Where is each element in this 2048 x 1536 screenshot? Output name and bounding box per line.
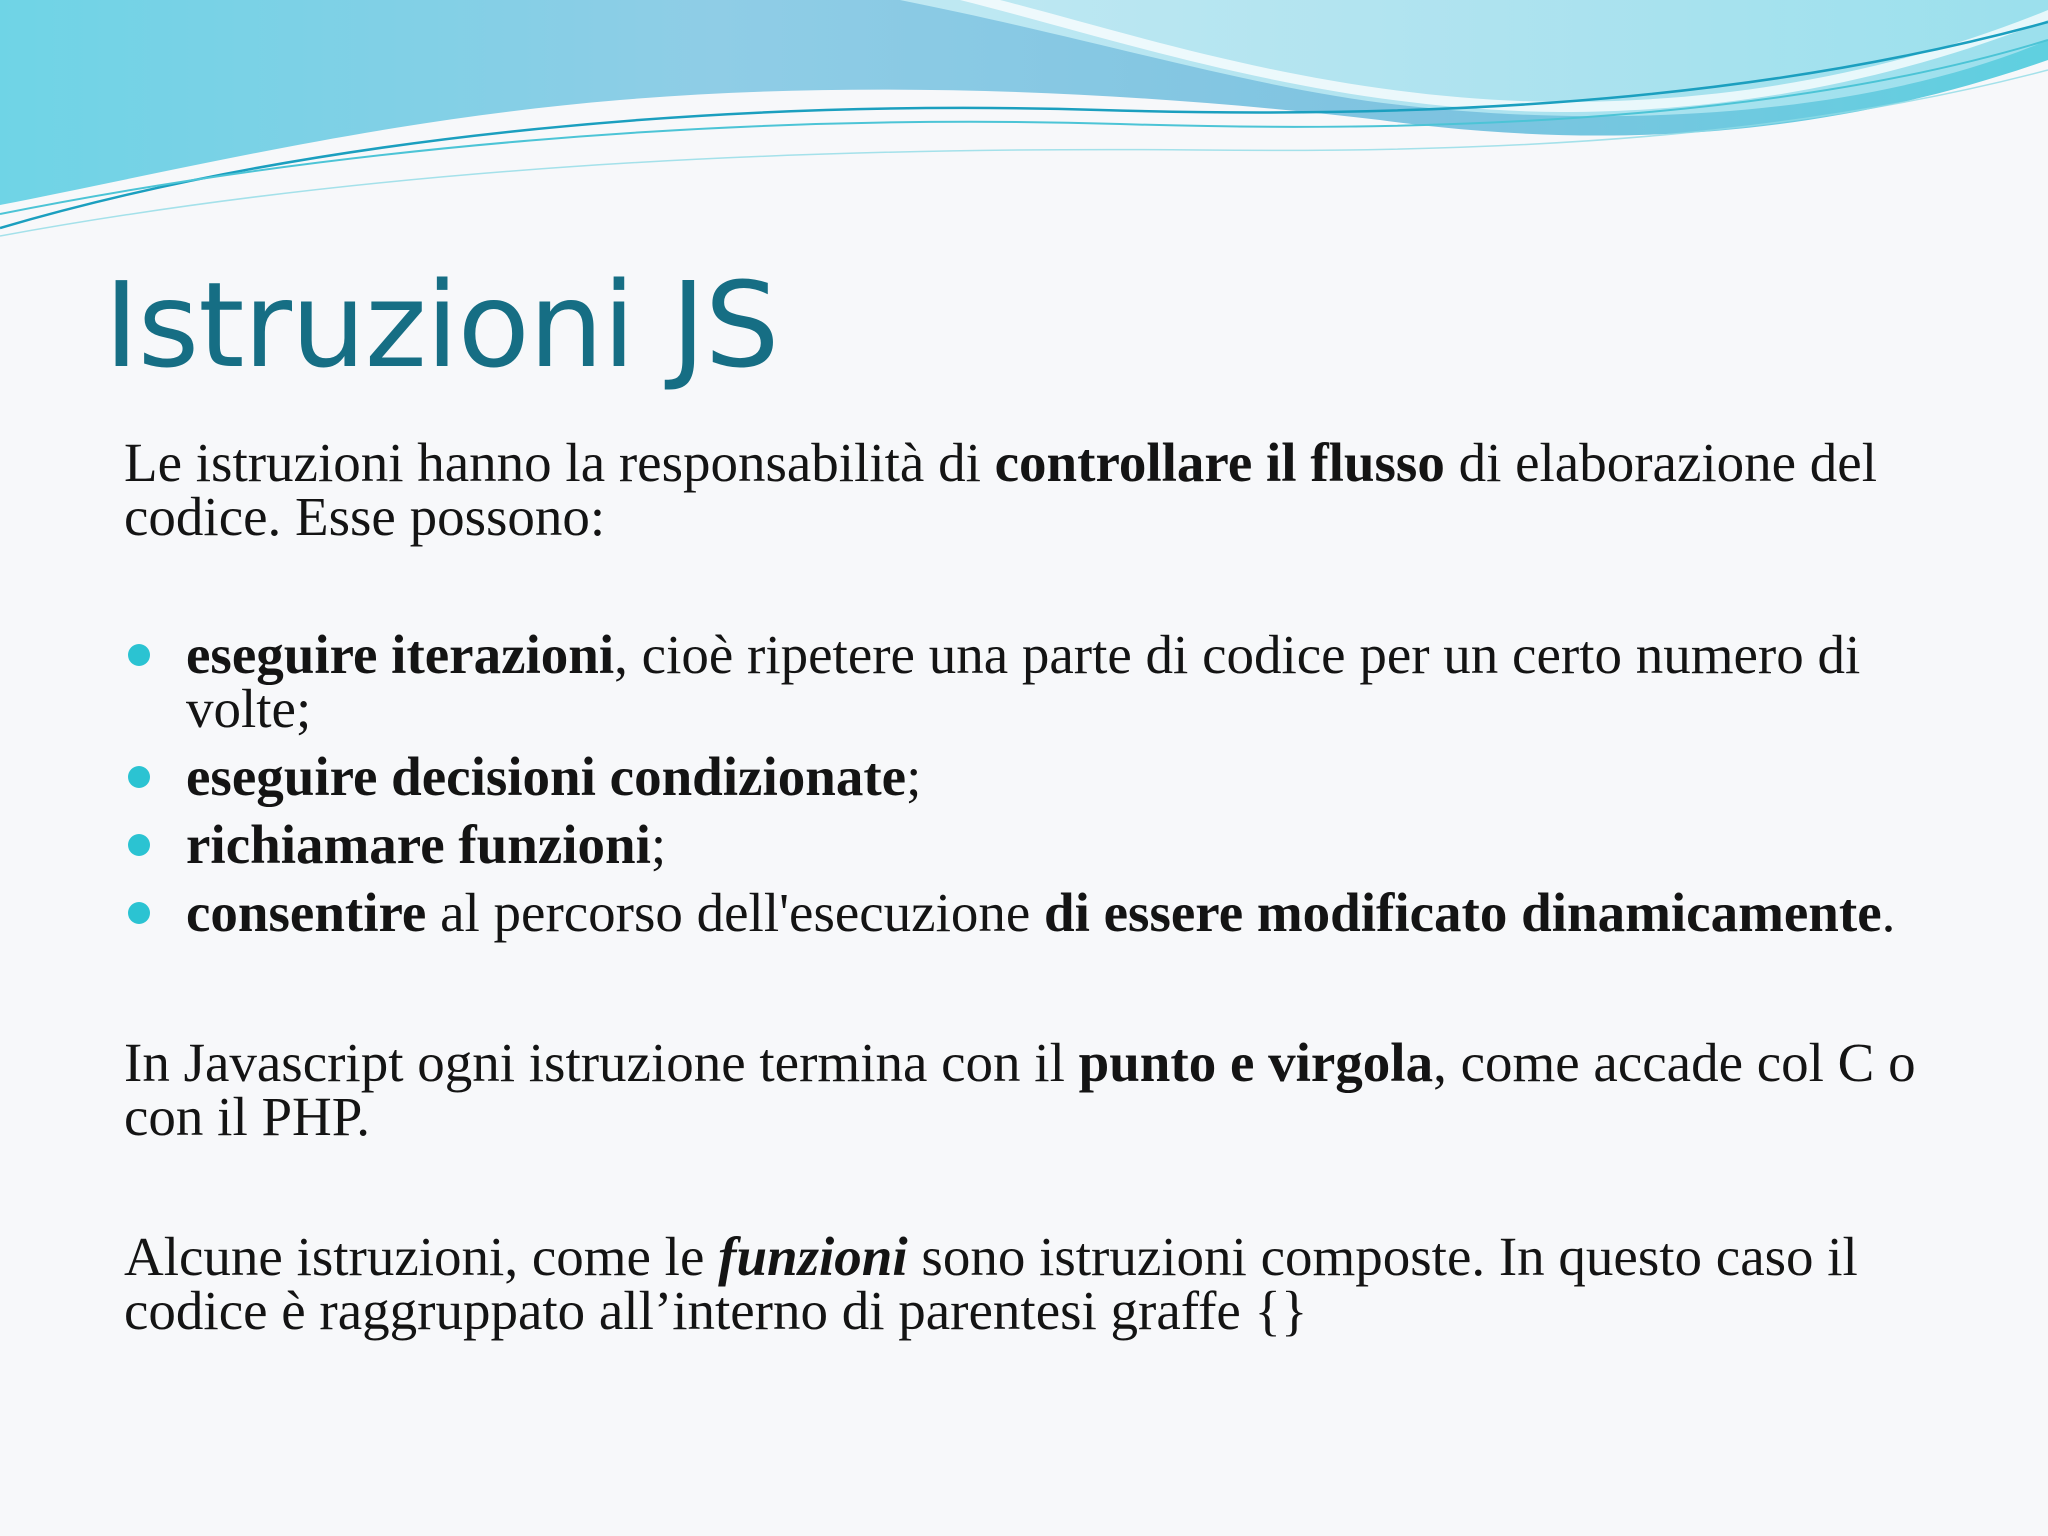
bullet-bold-2: di essere modificato dinamicamente [1044,882,1882,943]
slide-body [124,432,1944,1341]
bullet-bold: eseguire decisioni condizionate [186,746,907,807]
para3-bold-italic-1: funzioni [718,1226,908,1287]
para2-text-1: In Javascript ogni istruzione termina con il [124,1032,1079,1093]
bullet-item [124,814,1944,875]
para2-text-2: , come accade col C o con il PHP. [124,1032,1916,1147]
bullet-bold: richiamare funzioni [186,814,651,875]
bullet-text: al percorso dell'esecuzione [426,882,1045,943]
bullet-text: ; [650,814,667,875]
bullet-dot-icon [128,644,150,666]
bullet-dot-icon [128,902,150,924]
para3-text-2: sono istruzioni composte. In questo caso il codice è raggruppato all’interno di parentesi graffe {} [124,1226,1858,1341]
bullet-item [124,882,1944,943]
para2-bold-1: punto e virgola [1078,1032,1434,1093]
spacer [124,1144,1944,1230]
bullet-item [124,746,1944,807]
intro-text-1: Le istruzioni hanno la responsabilità di [124,432,995,493]
bullet-dot-icon [128,766,150,788]
bullet-dot-icon [128,834,150,856]
semicolon-paragraph [124,1032,1944,1147]
bullet-list [124,624,1944,943]
intro-text-2: di elaborazione del codice. Esse possono: [124,432,1877,547]
bullet-item [124,624,1944,739]
header-wave-decoration [0,0,2048,240]
para3-text-1: Alcune istruzioni, come le [124,1226,719,1287]
bullet-text: , cioè ripetere una parte di codice per un certo numero di volte; [186,624,1861,739]
spacer [124,544,1944,628]
bullet-bold: consentire [186,882,427,943]
intro-paragraph [124,432,1944,547]
bullet-text-2: . [1881,882,1896,943]
compound-paragraph [124,1226,1944,1341]
spacer [124,954,1944,1036]
bullet-bold: eseguire iterazioni [186,624,615,685]
slide-title: Istruzioni JS [104,256,779,394]
bullet-text: ; [906,746,922,807]
intro-bold-1: controllare il flusso [994,432,1445,493]
